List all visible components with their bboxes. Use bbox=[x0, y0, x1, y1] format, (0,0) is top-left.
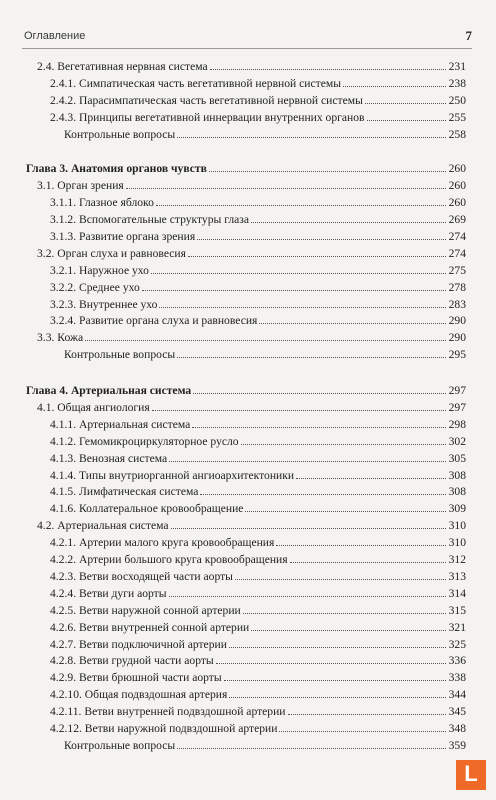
toc-entry-title: Ветви наружной подвздошной артерии bbox=[84, 721, 278, 735]
section-title: Оглавление bbox=[24, 30, 86, 42]
toc-entry-number: 3.2.3. bbox=[50, 297, 77, 311]
toc-entry-row bbox=[26, 738, 466, 755]
toc-entry-page: 260 bbox=[448, 179, 466, 193]
toc-entry-number: 3.1.3. bbox=[50, 230, 77, 244]
toc-entry-title: Вегетативная нервная система bbox=[57, 60, 208, 73]
toc-entry-page: 308 bbox=[448, 468, 466, 482]
toc-entry-number: 3.2.1. bbox=[50, 263, 77, 277]
toc-entry-row bbox=[26, 347, 466, 364]
dot-leader bbox=[288, 713, 446, 715]
toc-entry-title: Венозная система bbox=[79, 451, 168, 465]
dot-leader bbox=[209, 170, 446, 172]
toc-entry-title: Внутреннее ухо bbox=[79, 297, 158, 311]
toc-entry-title: Ветви внутренней сонной артерии bbox=[79, 620, 250, 634]
toc-entry-title: Ветви восходящей части аорты bbox=[79, 569, 233, 583]
toc-entry-row bbox=[26, 670, 466, 687]
dot-leader bbox=[296, 477, 446, 479]
toc-entry-number: 4.2.1. bbox=[50, 536, 77, 550]
toc-entry-row bbox=[26, 451, 466, 468]
dot-leader bbox=[276, 544, 446, 546]
toc-entry-row bbox=[26, 653, 466, 670]
toc-entry-title: Развитие органа зрения bbox=[79, 230, 196, 244]
toc-entry-title: Артерии большого круга кровообращения bbox=[79, 553, 288, 567]
dot-leader bbox=[251, 221, 446, 223]
toc-entry-row bbox=[26, 280, 466, 297]
dot-leader bbox=[243, 612, 446, 614]
toc-entry-title: Ветви брюшной части аорты bbox=[79, 671, 222, 685]
section-gap bbox=[26, 143, 466, 161]
dot-leader bbox=[192, 426, 446, 428]
dot-leader bbox=[279, 730, 446, 732]
toc-entry-page: 269 bbox=[448, 213, 466, 227]
toc-entry-number: 3.2.2. bbox=[50, 280, 77, 294]
toc-entry-number: 4.1. bbox=[37, 401, 55, 415]
toc-entry-number: 4.1.6. bbox=[50, 502, 77, 516]
dot-leader bbox=[290, 561, 446, 563]
toc-entry-row bbox=[26, 76, 466, 93]
toc-entry-row bbox=[26, 400, 466, 417]
toc-entry-title: Орган слуха и равновесия bbox=[57, 246, 186, 260]
toc-entry-row bbox=[26, 501, 466, 518]
toc-entry-page: 298 bbox=[448, 417, 466, 431]
dot-leader bbox=[216, 662, 446, 664]
toc-entry-page: 308 bbox=[448, 485, 466, 499]
toc-entry-row bbox=[26, 127, 466, 144]
toc-entry-title: Анатомия органов чувств bbox=[70, 162, 207, 176]
toc-entry-title: Принципы вегетативной иннервации внутренних органов bbox=[79, 110, 365, 124]
toc-entry-title: Гемомикроциркуляторное русло bbox=[79, 434, 239, 448]
toc-entry-page: 314 bbox=[448, 586, 466, 600]
toc-entry-title: Коллатеральное кровообращение bbox=[79, 502, 244, 516]
toc-entry-title: Кожа bbox=[57, 331, 84, 345]
toc-entry-title: Среднее ухо bbox=[79, 280, 140, 294]
toc-entry-title: Симпатическая часть вегетативной нервной системы bbox=[79, 76, 341, 90]
toc-entry-title: Ветви подключичной артерии bbox=[79, 637, 227, 651]
toc-entry-row bbox=[26, 178, 466, 195]
dot-leader bbox=[229, 646, 446, 648]
toc-entry-page: 290 bbox=[448, 314, 466, 328]
toc-entry-row bbox=[26, 687, 466, 704]
dot-leader bbox=[142, 289, 446, 291]
toc-entry-page: 309 bbox=[448, 502, 466, 516]
toc-entry-row bbox=[26, 434, 466, 451]
dot-leader bbox=[224, 679, 446, 681]
dot-leader bbox=[241, 443, 446, 445]
page-number: 7 bbox=[465, 28, 472, 43]
toc-entry-row bbox=[26, 704, 466, 721]
toc-entry-title: Вспомогательные структуры глаза bbox=[79, 213, 250, 227]
dot-leader bbox=[235, 578, 446, 580]
dot-leader bbox=[171, 527, 446, 529]
dot-leader bbox=[188, 255, 446, 257]
toc-entry-number: 3.1. bbox=[37, 179, 55, 193]
toc-entry-number: 2.4.2. bbox=[50, 93, 77, 107]
toc-entry-row bbox=[26, 330, 466, 347]
toc-entry-page: 275 bbox=[448, 263, 466, 277]
dot-leader bbox=[151, 272, 446, 274]
toc-entry-number: 4.1.2. bbox=[50, 434, 77, 448]
toc-entry-row bbox=[26, 484, 466, 501]
toc-entry-number: 3.2.4. bbox=[50, 314, 77, 328]
toc-entry-number: 4.1.1. bbox=[50, 417, 77, 431]
toc-entry-title: Развитие органа слуха и равновесия bbox=[79, 314, 258, 328]
toc-entry-number: 4.2.4. bbox=[50, 586, 77, 600]
toc-entry-page: 278 bbox=[448, 280, 466, 294]
toc-entry-page: 250 bbox=[448, 93, 466, 107]
toc-entry-title: Контрольные вопросы bbox=[64, 127, 176, 141]
dot-leader bbox=[229, 696, 446, 698]
toc-entry-row bbox=[26, 229, 466, 246]
toc-entry-title: Наружное ухо bbox=[79, 263, 149, 277]
table-of-contents bbox=[26, 59, 466, 755]
toc-entry-page: 348 bbox=[448, 721, 466, 735]
toc-entry-row bbox=[26, 93, 466, 110]
toc-entry-row bbox=[26, 586, 466, 603]
toc-entry-title: Общая ангиология bbox=[57, 401, 150, 415]
toc-entry-number: 4.2. bbox=[37, 519, 55, 533]
running-header bbox=[22, 28, 472, 49]
toc-entry-row bbox=[26, 313, 466, 330]
dot-leader bbox=[343, 85, 446, 87]
toc-entry-page: 274 bbox=[448, 246, 466, 260]
toc-entry-number: 3.2. bbox=[37, 246, 55, 260]
toc-entry-title: Парасимпатическая часть вегетативной нервной системы bbox=[79, 93, 363, 107]
toc-entry-page: 231 bbox=[448, 60, 466, 73]
toc-entry-page: 336 bbox=[448, 654, 466, 668]
toc-entry-row bbox=[26, 468, 466, 485]
toc-entry-row bbox=[26, 535, 466, 552]
toc-entry-page: 297 bbox=[448, 384, 466, 398]
toc-entry-row bbox=[26, 263, 466, 280]
toc-entry-page: 274 bbox=[448, 230, 466, 244]
toc-entry-title: Артерии малого круга кровообращения bbox=[79, 536, 275, 550]
toc-entry-number: 3.3. bbox=[37, 331, 55, 345]
toc-chapter-row bbox=[26, 161, 466, 178]
logo-letter: L bbox=[464, 761, 478, 786]
toc-entry-number: 2.4.1. bbox=[50, 76, 77, 90]
toc-entry-row bbox=[26, 297, 466, 314]
toc-entry-page: 283 bbox=[448, 297, 466, 311]
toc-entry-number: 4.1.3. bbox=[50, 451, 77, 465]
toc-entry-row bbox=[26, 603, 466, 620]
publisher-logo-icon bbox=[456, 760, 486, 790]
toc-entry-row bbox=[26, 620, 466, 637]
dot-leader bbox=[177, 747, 446, 749]
dot-leader bbox=[367, 119, 446, 121]
toc-entry-title: Ветви внутренней подвздошной артерии bbox=[84, 705, 286, 719]
toc-entry-title: Орган зрения bbox=[57, 179, 124, 193]
toc-entry-title: Ветви наружной сонной артерии bbox=[79, 603, 241, 617]
toc-entry-row bbox=[26, 637, 466, 654]
toc-entry-title: Ветви грудной части аорты bbox=[79, 654, 214, 668]
toc-entry-page: 338 bbox=[448, 671, 466, 685]
toc-entry-row bbox=[26, 212, 466, 229]
dot-leader bbox=[259, 322, 446, 324]
toc-entry-page: 238 bbox=[448, 76, 466, 90]
toc-entry-page: 310 bbox=[448, 519, 466, 533]
toc-entry-row bbox=[26, 417, 466, 434]
toc-entry-number: 4.2.12. bbox=[50, 721, 82, 735]
toc-entry-page: 255 bbox=[448, 110, 466, 124]
toc-entry-title: Артериальная система bbox=[79, 417, 191, 431]
dot-leader bbox=[193, 392, 446, 394]
toc-entry-page: 315 bbox=[448, 603, 466, 617]
toc-entry-number: 4.2.9. bbox=[50, 671, 77, 685]
dot-leader bbox=[152, 409, 446, 411]
toc-entry-row bbox=[26, 518, 466, 535]
dot-leader bbox=[159, 306, 446, 308]
toc-entry-title: Ветви дуги аорты bbox=[79, 586, 167, 600]
toc-entry-row bbox=[26, 59, 466, 76]
toc-entry-title: Лимфатическая система bbox=[79, 485, 199, 499]
toc-entry-page: 258 bbox=[448, 127, 466, 141]
dot-leader bbox=[126, 187, 446, 189]
toc-entry-page: 302 bbox=[448, 434, 466, 448]
dot-leader bbox=[210, 68, 446, 70]
toc-entry-number: 4.2.10. bbox=[50, 688, 82, 702]
toc-entry-title: Глазное яблоко bbox=[79, 196, 154, 210]
toc-entry-title: Типы внутриорганной ангиоархитектоники bbox=[79, 468, 295, 482]
toc-entry-title: Контрольные вопросы bbox=[64, 348, 176, 362]
toc-entry-page: 260 bbox=[448, 162, 466, 176]
toc-entry-page: 321 bbox=[448, 620, 466, 634]
toc-entry-number: 3.1.2. bbox=[50, 213, 77, 227]
toc-entry-page: 310 bbox=[448, 536, 466, 550]
toc-entry-row bbox=[26, 110, 466, 127]
toc-entry-title: Контрольные вопросы bbox=[64, 738, 176, 752]
toc-entry-row bbox=[26, 195, 466, 212]
dot-leader bbox=[365, 102, 446, 104]
toc-entry-row bbox=[26, 569, 466, 586]
dot-leader bbox=[245, 510, 446, 512]
toc-entry-title: Артериальная система bbox=[57, 519, 169, 533]
toc-entry-page: 345 bbox=[448, 705, 466, 719]
dot-leader bbox=[251, 629, 446, 631]
dot-leader bbox=[177, 356, 446, 358]
toc-entry-row bbox=[26, 552, 466, 569]
toc-entry-number: 2.4. bbox=[37, 60, 55, 73]
toc-entry-title: Общая подвздошная артерия bbox=[84, 688, 228, 702]
toc-entry-number: 4.2.7. bbox=[50, 637, 77, 651]
section-gap bbox=[26, 364, 466, 383]
dot-leader bbox=[200, 493, 446, 495]
toc-entry-number: 4.2.3. bbox=[50, 569, 77, 583]
dot-leader bbox=[177, 136, 446, 138]
toc-entry-row bbox=[26, 246, 466, 263]
toc-entry-page: 305 bbox=[448, 451, 466, 465]
toc-entry-number: 2.4.3. bbox=[50, 110, 77, 124]
toc-entry-page: 260 bbox=[448, 196, 466, 210]
toc-entry-row bbox=[26, 721, 466, 738]
toc-entry-page: 295 bbox=[448, 348, 466, 362]
toc-entry-page: 325 bbox=[448, 637, 466, 651]
toc-entry-page: 313 bbox=[448, 569, 466, 583]
toc-entry-number: Глава 4. bbox=[26, 384, 69, 398]
toc-entry-title: Артериальная система bbox=[70, 384, 192, 398]
toc-entry-number: 4.1.5. bbox=[50, 485, 77, 499]
toc-entry-number: 4.2.11. bbox=[50, 705, 82, 719]
toc-entry-number: Глава 3. bbox=[26, 162, 69, 176]
toc-entry-number: 4.2.2. bbox=[50, 553, 77, 567]
dot-leader bbox=[85, 339, 446, 341]
toc-entry-page: 344 bbox=[448, 688, 466, 702]
toc-entry-page: 312 bbox=[448, 553, 466, 567]
toc-entry-number: 4.2.5. bbox=[50, 603, 77, 617]
toc-entry-page: 359 bbox=[448, 738, 466, 752]
dot-leader bbox=[197, 238, 446, 240]
toc-entry-page: 297 bbox=[448, 401, 466, 415]
toc-entry-number: 4.1.4. bbox=[50, 468, 77, 482]
dot-leader bbox=[169, 460, 446, 462]
dot-leader bbox=[156, 204, 446, 206]
toc-entry-page: 290 bbox=[448, 331, 466, 345]
toc-chapter-row bbox=[26, 383, 466, 400]
toc-entry-number: 4.2.6. bbox=[50, 620, 77, 634]
toc-entry-number: 3.1.1. bbox=[50, 196, 77, 210]
dot-leader bbox=[169, 595, 446, 597]
toc-entry-number: 4.2.8. bbox=[50, 654, 77, 668]
